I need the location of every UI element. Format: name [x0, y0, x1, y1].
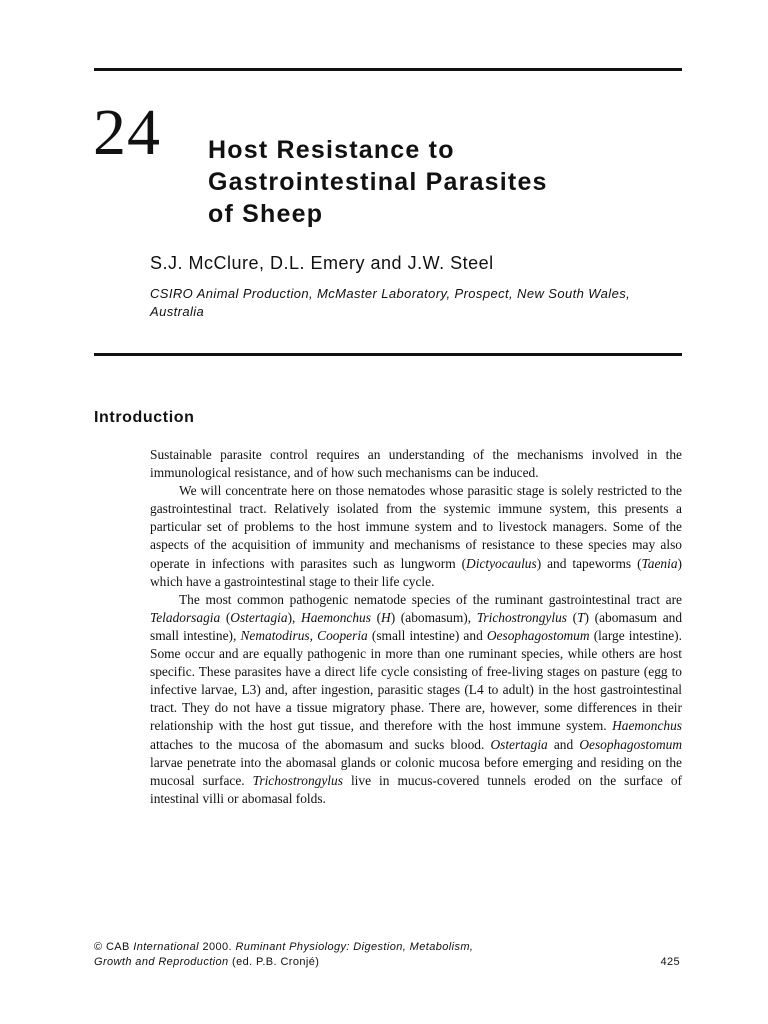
italic-term: Trichostrongylus: [252, 772, 343, 788]
italic-term: Taenia: [641, 555, 678, 571]
body-text: [150, 446, 682, 808]
italic-term: Ostertagia: [230, 609, 288, 625]
text-run: © CAB: [94, 941, 134, 953]
paragraph: [150, 482, 682, 591]
text-run: We will concentrate here on those nematodes whose parasitic stage is solely restricted to the gastrointestinal tract. Relatively isolated from the systemic immune system, this presents a particular set of problems to the host immune system and to livestock managers. Some of the aspects of the acquisition of immunity and mechanisms of resistance to these species may also operate in infections with parasites such as lungworm (: [150, 483, 682, 571]
italic-term: Nematodirus: [240, 627, 310, 643]
text-run: (small intestine) and: [367, 627, 487, 643]
text-run: attaches to the mucosa of the abomasum and sucks blood.: [150, 736, 491, 752]
chapter-title-line: of Sheep: [208, 200, 324, 228]
italic-term: Trichostrongylus: [476, 609, 567, 625]
italic-term: Ostertagia: [490, 736, 548, 752]
page-number: 425: [660, 956, 680, 968]
italic-term: H: [381, 609, 391, 625]
text-run: (: [370, 609, 382, 625]
italic-term: Growth and Reproduction: [94, 956, 229, 968]
affiliation: CSIRO Animal Production, McMaster Laboratory, Prospect, New South Wales, Australia: [150, 286, 631, 319]
text-run: ),: [287, 609, 302, 625]
text-run: ) which have a gastrointestinal stage to their life cycle.: [150, 555, 682, 589]
top-rule: [94, 68, 682, 71]
footer-citation: [94, 940, 473, 970]
chapter-title: [208, 134, 548, 230]
chapter-title-line: Gastrointestinal Parasites: [208, 168, 548, 196]
italic-term: Haemonchus: [612, 718, 682, 734]
chapter-title-line: Host Resistance to: [208, 136, 455, 164]
text-run: (: [566, 609, 578, 625]
text-run: ) (abomasum and small intestine),: [150, 609, 683, 643]
paragraph: [150, 591, 682, 808]
italic-term: Dictyocaulus: [466, 555, 537, 571]
text-run: ,: [309, 627, 318, 643]
chapter-number: 24: [93, 96, 161, 169]
bottom-rule: [94, 353, 682, 356]
text-run: (: [220, 609, 231, 625]
italic-term: Haemonchus: [301, 609, 371, 625]
text-run: (large intestine). Some occur and are equally pathogenic in more than one ruminant species, while others are host specific. These parasites have a direct life cycle consisting of free-living stages on pasture (egg to infective larvae, L3) and, after ingestion, parasitic stages (L4 to adult) in the host gastrointestinal tract. They do not have a tissue migratory phase. There are, however, some differences in their relationship with the host gut tissue, and therefore with the host immune system.: [150, 627, 682, 734]
italic-term: T: [577, 609, 585, 625]
authors: S.J. McClure, D.L. Emery and J.W. Steel: [150, 253, 494, 273]
italic-term: Teladorsagia: [150, 609, 221, 625]
text-run: The most common pathogenic nematode species of the ruminant gastrointestinal tract are: [179, 591, 682, 607]
text-run: ) and tapeworms (: [536, 555, 642, 571]
italic-term: Oesophagostomum: [486, 627, 590, 643]
italic-term: International: [133, 941, 199, 953]
footer-citation-line: [94, 955, 473, 970]
text-run: and: [547, 736, 580, 752]
text-run: 2000.: [199, 941, 236, 953]
paragraph: [150, 446, 682, 482]
text-run: larvae penetrate into the abomasal glands or colonic mucosa before emerging and residing on the mucosal surface.: [150, 754, 682, 788]
italic-term: Cooperia: [317, 627, 368, 643]
text-run: ) (abomasum),: [390, 609, 477, 625]
italic-term: Ruminant Physiology: Digestion, Metabolism,: [235, 941, 474, 953]
text-run: live in mucus-covered tunnels eroded on the surface of intestinal villi or abomasal folds.: [150, 772, 682, 806]
italic-term: Oesophagostomum: [579, 736, 682, 752]
text-run: Sustainable parasite control requires an understanding of the mechanisms involved in the immunological resistance, and of how such mechanisms can be induced.: [150, 447, 682, 481]
footer-citation-line: [94, 940, 473, 955]
text-run: (ed. P.B. Cronjé): [228, 956, 320, 968]
section-heading: Introduction: [94, 409, 195, 426]
